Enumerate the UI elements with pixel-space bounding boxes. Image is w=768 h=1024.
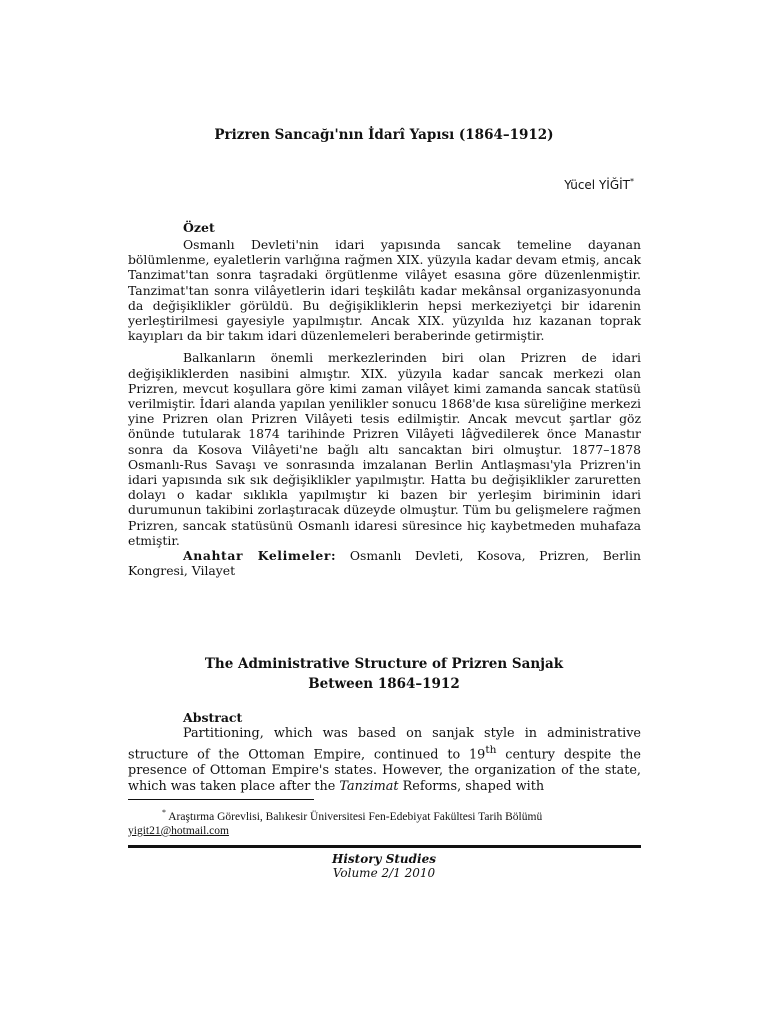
author-text: Yücel YİĞİT (564, 178, 630, 192)
summary-paragraph-1: Osmanlı Devleti'nin idari yapısında sancak temeline dayanan bölümlenme, eyaletlerin varlığına rağmen XIX. yüzyıla kadar devam etmiş, ancak Tanzimat'tan sonra taşradaki örgütlenme vilâyet esasına göre düzenlenmiştir. Tanzimat'tan sonra vilâyetlerin idari teşkilâtı kadar mekânsal organizasyonunda da değişiklikler görüldü. Bu değişikliklerin hepsi merkeziyetçi bir idarenin yerleştirilmesi gayesiyle yapılmıştır. Ancak XIX. yüzyılda hız kazanan toprak kayıpları da bir takım idari düzenlemeleri beraberinde getirmiştir. (128, 237, 641, 344)
journal-volume: Volume 2/1 2010 (332, 866, 436, 880)
abstract-text-1: Partitioning, which was based on sanjak style in administrative structure of the Ottoman Empire, continued to 19 (128, 726, 641, 763)
footnote-email[interactable]: yigit21@hotmail.com (128, 824, 229, 837)
english-body (128, 726, 641, 795)
keywords-line (128, 548, 641, 578)
abstract-text-2: century despite the presence of Ottoman Empire's states. However, the organization of the state, which was taken place after the (128, 747, 641, 795)
footnote (128, 806, 641, 838)
author-footnote-mark[interactable]: * (630, 177, 634, 186)
abstract-heading: Abstract (183, 710, 243, 725)
footnote-text-line (128, 806, 641, 824)
journal-rule (128, 845, 641, 848)
footnote-text: Araştırma Görevlisi, Balıkesir Üniversitesi Fen-Edebiyat Fakültesi Tarih Bölümü (168, 810, 543, 823)
abstract-paragraph (128, 726, 641, 795)
footnote-separator (128, 799, 314, 800)
abstract-superscript: th (485, 743, 497, 756)
turkish-title: Prizren Sancağı'nın İdarî Yapısı (1864–1912) (214, 127, 554, 143)
english-title-line-1: The Administrative Structure of Prizren Sanjak (204, 656, 564, 672)
keywords-text: Osmanlı Devleti, Kosova, Prizren, Berlin Kongresi, Vilayet (128, 548, 641, 579)
english-title-line-2: Between 1864–1912 (308, 676, 460, 692)
abstract-italic-term: Tanzimat (339, 779, 399, 795)
turkish-body (128, 237, 641, 578)
footnote-mark: * (162, 808, 166, 817)
english-title (0, 654, 768, 694)
summary-heading: Özet (183, 220, 215, 235)
keywords-label: Anahtar Kelimeler: (183, 548, 337, 564)
summary-paragraph-2: Balkanların önemli merkezlerinden biri olan Prizren de idari değişikliklerden nasibini almıştır. XIX. yüzyıla kadar sancak merkezi olan Prizren, mevcut koşullara göre kimi zaman vilâyet kimi zamanda sancak statüsü verilmiştir. İdari alanda yapılan yenilikler sonucu 1868'de kısa süreliğine merkezi yine Prizren olan Prizren Vilâyeti tesis edilmiştir. Ancak mevcut şartlar göz önünde tutularak 1874 tarihinde Prizren Vilâyeti lâğvedilerek önce Manastır sonra da Kosova Vilâyeti'ne bağlı altı sancaktan biri olmuştur. 1877–1878 Osmanlı-Rus Savaşı ve sonrasında imzalanan Berlin Antlaşması'yla Prizren'in idari yapısında sık sık değişiklikler yapılmıştır. Hatta bu değişiklikler zaruretten dolayı o kadar sıklıkla yapılmıştır ki bazen bir yerleşim biriminin idari durumunun takibini zorlaştıracak düzeyde olmuştur. Tüm bu gelişmelere rağmen Prizren, sancak statüsünü Osmanlı idaresi süresince hiç kaybetmeden muhafaza etmiştir. (128, 350, 642, 548)
author-name (564, 177, 634, 192)
abstract-text-3: Reforms, shaped with (398, 779, 545, 795)
journal-name: History Studies (332, 852, 436, 866)
